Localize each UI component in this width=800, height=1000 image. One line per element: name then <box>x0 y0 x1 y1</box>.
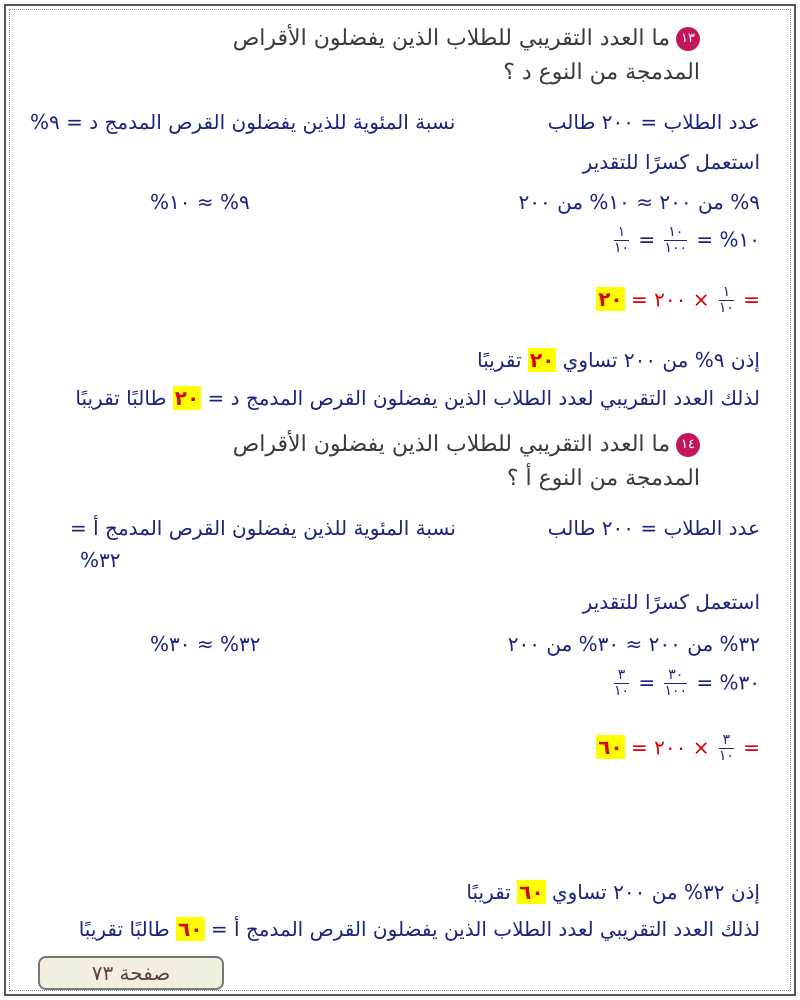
q14-fraction-line: ٣٠% = $\frac{٣٠}{١٠٠}$ = $\frac{٣}{١٠}$ <box>613 667 760 700</box>
q13-multiply-line: = $\frac{١}{١٠}$ × ٢٠٠ = ٢٠ <box>598 284 760 317</box>
q14-title-line2: المدمجة من النوع أ ؟ <box>506 466 700 491</box>
q14-so-line: إذن ٣٢% من ٢٠٠ تساوي ٦٠ تقريبًا <box>466 880 760 904</box>
page-number-tab: صفحة ٧٣ <box>38 956 224 990</box>
q14-percent: نسبة المئوية للذين يفضلون القرص المدمج أ = <box>70 516 456 540</box>
q13-approx-left: ٩% من ٢٠٠ ≈ ١٠% من ٢٠٠ <box>518 190 760 214</box>
q14-multiply-line: = $\frac{٣}{١٠}$ × ٢٠٠ = ٦٠ <box>598 732 760 765</box>
q13-students: عدد الطلاب = ٢٠٠ طالب <box>547 110 760 134</box>
q14-percent-value: ٣٢% <box>80 548 121 572</box>
q14-approx-left: ٣٢% من ٢٠٠ ≈ ٣٠% من ٢٠٠ <box>507 632 760 656</box>
q14-students: عدد الطلاب = ٢٠٠ طالب <box>547 516 760 540</box>
q14-final-line: لذلك العدد التقريبي لعدد الطلاب الذين يفضلون القرص المدمج أ = ٦٠ طالبًا تقريبًا <box>78 917 760 941</box>
q14-result-highlight: ٦٠ <box>598 735 623 760</box>
q14-number-badge: ١٤ <box>676 433 700 457</box>
q14-fraction-b: $\frac{٣}{١٠}$ <box>613 667 629 700</box>
q13-title-line2: المدمجة من النوع د ؟ <box>503 60 700 85</box>
q13-use-fraction: استعمل كسرًا للتقدير <box>582 150 760 174</box>
q14-approx-right: ٣٢% ≈ ٣٠% <box>150 632 261 656</box>
q13-fraction-b: $\frac{١}{١٠}$ <box>613 224 629 257</box>
q13-number-badge: ١٣ <box>676 27 700 51</box>
q13-percent: نسبة المئوية للذين يفضلون القرص المدمج د = ٩% <box>30 110 456 134</box>
q13-fraction-line: ١٠% = $\frac{١٠}{١٠٠}$ = $\frac{١}{١٠}$ <box>613 224 760 257</box>
q13-approx-right: ٩% ≈ ١٠% <box>150 190 250 214</box>
q13-title-line1: ١٣ما العدد التقريبي للطلاب الذين يفضلون الأقراص <box>233 26 700 51</box>
q13-fraction-a: $\frac{١٠}{١٠٠}$ <box>664 224 688 257</box>
q13-result-highlight: ٢٠ <box>598 287 623 312</box>
q14-fraction-a: $\frac{٣٠}{١٠٠}$ <box>664 667 688 700</box>
q13-final-line: لذلك العدد التقريبي لعدد الطلاب الذين يفضلون القرص المدمج د = ٢٠ طالبًا تقريبًا <box>75 386 760 410</box>
q14-title-line1: ١٤ما العدد التقريبي للطلاب الذين يفضلون الأقراص <box>233 432 700 457</box>
q13-so-line: إذن ٩% من ٢٠٠ تساوي ٢٠ تقريبًا <box>477 348 760 372</box>
q14-use-fraction: استعمل كسرًا للتقدير <box>582 590 760 614</box>
